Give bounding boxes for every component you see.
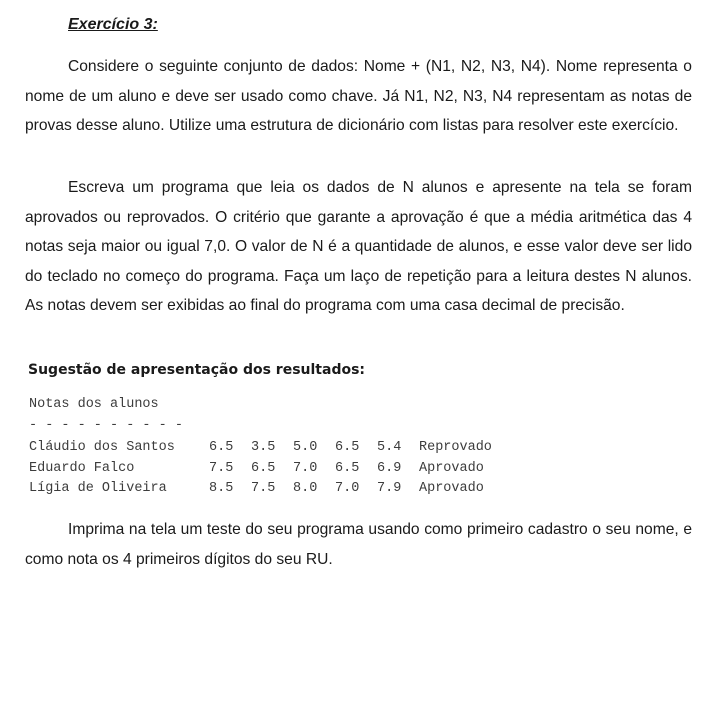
paragraph-data-description-text: Considere o seguinte conjunto de dados: Nome + (N1, N2, N3, N4). Nome representa o nome de um aluno e deve ser usado como chave. Já N1, N2, N3, N4 representam as notas de provas desse aluno. Utilize uma estrutura de dicionário com listas para resolver este exercício. <box>25 58 692 134</box>
table-row <box>29 438 492 459</box>
sample-output-separator: - - - - - - - - - - <box>29 418 183 433</box>
student-name: Eduardo Falco <box>29 460 135 476</box>
status-cell: Aprovado <box>419 481 484 496</box>
grade-cell: 6.5 <box>251 460 276 476</box>
grade-cell: 7.5 <box>251 481 276 496</box>
status-cell: Reprovado <box>419 440 492 455</box>
grade-cell: 8.0 <box>293 481 318 496</box>
paragraph-program-instructions-text: Escreva um programa que leia os dados de N alunos e apresente na tela se foram aprovados ou reprovados. O critério que garante a aprovação é que a média aritmética das 4 notas seja maior ou igual 7,0. O valor de N é a quantidade de alunos, e esse valor deve ser lido do teclado no começo do programa. Faça um laço de repetição para a leitura destes N alunos. As notas devem ser exibidas ao final do programa com uma casa decimal de precisão. <box>25 179 692 314</box>
exercise-title: Exercício 3: <box>68 16 158 33</box>
grade-cell: 5.0 <box>293 440 318 455</box>
paragraph-data-description <box>25 52 692 141</box>
grade-cell: 6.5 <box>335 440 360 455</box>
average-cell: 6.9 <box>377 460 402 476</box>
grade-cell: 7.0 <box>293 460 318 476</box>
table-row <box>29 459 492 480</box>
sample-output-heading: Notas dos alunos <box>29 397 159 412</box>
paragraph-test-instructions <box>25 515 692 574</box>
grade-cell: 7.5 <box>209 460 234 476</box>
grade-cell: 6.5 <box>335 460 360 476</box>
grade-cell: 3.5 <box>251 440 276 455</box>
average-cell: 7.9 <box>377 481 402 496</box>
student-name: Cláudio dos Santos <box>29 440 175 455</box>
suggestion-heading: Sugestão de apresentação dos resultados: <box>28 362 366 378</box>
paragraph-program-instructions <box>25 173 692 321</box>
table-row <box>29 479 492 500</box>
grade-cell: 8.5 <box>209 481 234 496</box>
average-cell: 5.4 <box>377 440 402 455</box>
student-name: Lígia de Oliveira <box>29 481 167 496</box>
sample-output-table <box>29 438 492 500</box>
grade-cell: 6.5 <box>209 440 234 455</box>
status-cell: Aprovado <box>419 460 484 476</box>
grade-cell: 7.0 <box>335 481 360 496</box>
paragraph-test-instructions-text: Imprima na tela um teste do seu programa usando como primeiro cadastro o seu nome, e como nota os 4 primeiros dígitos do seu RU. <box>25 521 692 568</box>
